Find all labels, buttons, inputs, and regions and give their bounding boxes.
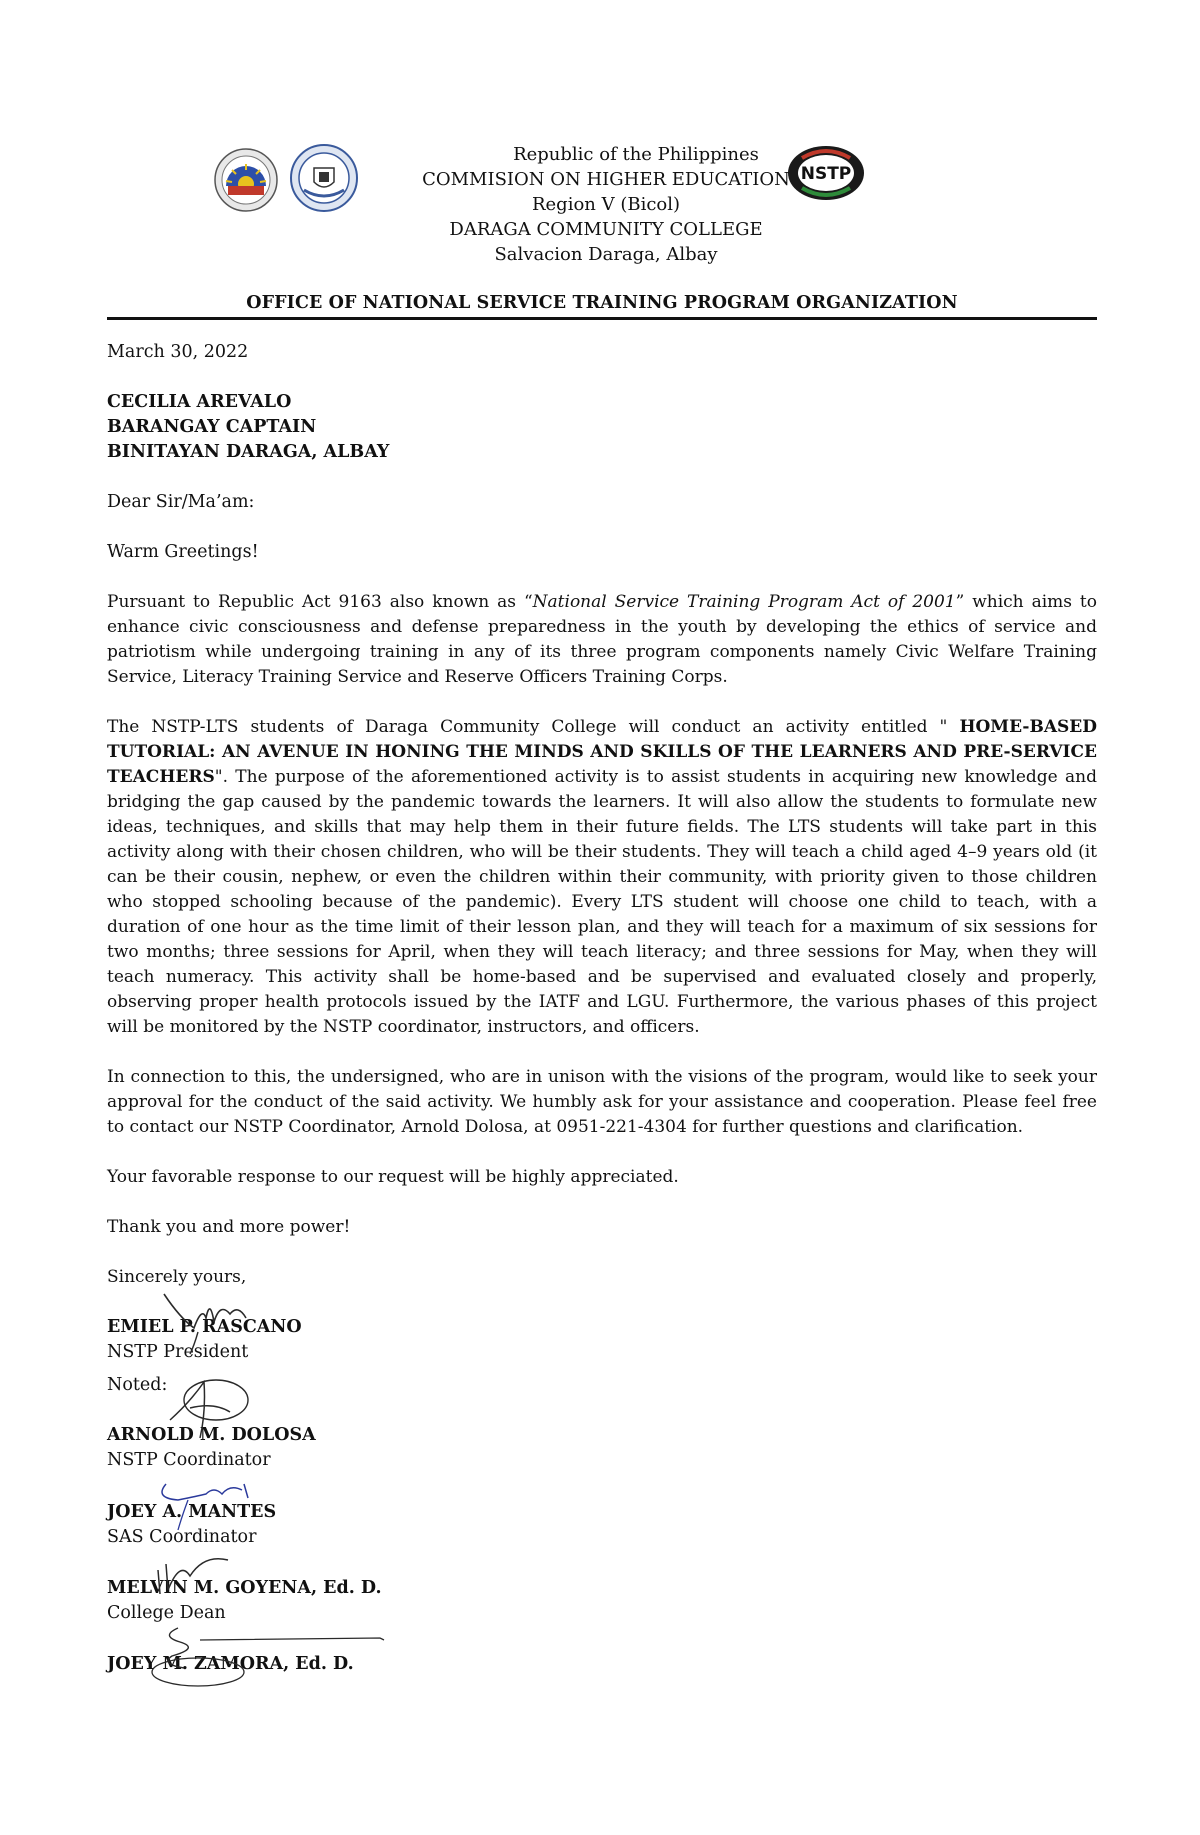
para1-text-before: Pursuant to Republic Act 9163 also known as “ <box>107 592 533 612</box>
paragraph-request: In connection to this, the undersigned, who are in unison with the visions of the program, would like to seek your approval for the conduct of the said activity. We humbly ask for your assistance and cooperation. Please feel free to contact our NSTP Coordinator, Arnold Dolosa, at 0951-221-4304 for further questions and clarification. <box>107 1067 1097 1137</box>
header-republic: Republic of the Philippines <box>513 144 759 165</box>
signatory-name-4: MELVIN M. GOYENA, Ed. D. <box>107 1578 382 1598</box>
signatory-role-2: NSTP Coordinator <box>107 1450 271 1470</box>
signatory-name-3: JOEY A. MANTES <box>107 1502 277 1522</box>
noted-label: Noted: <box>107 1375 168 1395</box>
signatory-name-1: EMIEL P. RASCANO <box>107 1317 302 1337</box>
para1-act-title: National Service Training Program Act of 2001 <box>532 592 956 612</box>
paragraph-thanks: Thank you and more power! <box>107 1217 351 1237</box>
paragraph-appreciation: Your favorable response to our request will be highly appreciated. <box>107 1167 679 1187</box>
recipient-name: CECILIA AREVALO <box>107 392 292 412</box>
signatory-role-3: SAS Coordinator <box>107 1527 257 1547</box>
signatory-role-1: NSTP President <box>107 1342 249 1362</box>
greeting: Warm Greetings! <box>107 542 259 562</box>
recipient-title: BARANGAY CAPTAIN <box>107 417 317 437</box>
letter-date: March 30, 2022 <box>107 342 249 362</box>
para2-text-before: The NSTP-LTS students of Daraga Community College will conduct an activity entitled " <box>107 717 960 737</box>
salutation: Dear Sir/Ma’am: <box>107 492 255 512</box>
signatory-name-5: JOEY M. ZAMORA, Ed. D. <box>107 1654 354 1674</box>
header-region: Region V (Bicol) <box>531 194 681 215</box>
closing: Sincerely yours, <box>107 1267 247 1287</box>
recipient-address: BINITAYAN DARAGA, ALBAY <box>107 442 390 462</box>
header-college: DARAGA COMMUNITY COLLEGE <box>449 219 763 240</box>
office-title: OFFICE OF NATIONAL SERVICE TRAINING PROGRAM ORGANIZATION <box>246 293 958 313</box>
header-address: Salvacion Daraga, Albay <box>494 244 718 265</box>
paragraph-ra9163 <box>107 590 1097 690</box>
para2-text-after: ". The purpose of the aforementioned activity is to assist students in acquiring new knowledge and bridging the gap caused by the pandemic towards the learners. It will also allow the students to formulate new ideas, techniques, and skills that may help them in their future fields. The LTS students will take part in this activity along with their chosen children, who will be their students. They will teach a child aged 4–9 years old (it can be their cousin, nephew, or even the children within their community, with priority given to those children who stopped schooling because of the pandemic). Every LTS student will choose one child to teach, with a duration of one hour as the time limit of their lesson plan, and they will teach for a maximum of six sessions for two months; three sessions for April, when they will teach literacy; and three sessions for May, when they will teach numeracy. This activity shall be home-based and be supervised and evaluated closely and properly, observing proper health protocols issued by the IATF and LGU. Furthermore, the various phases of this project will be monitored by the NSTP coordinator, instructors, and officers. <box>107 767 1097 1037</box>
para1-text-after: ” which aims to enhance civic consciousness and defense preparedness in the youth by developing the ethics of service and patriotism while undergoing training in any of its three program components namely Civic Welfare Training Service, Literacy Training Service and Reserve Officers Training Corps. <box>107 592 1097 687</box>
header-rule <box>107 317 1097 320</box>
signatory-name-2: ARNOLD M. DOLOSA <box>107 1425 316 1445</box>
paragraph-activity <box>107 715 1097 1040</box>
signatory-role-4: College Dean <box>107 1603 226 1623</box>
para2-activity-title: HOME-BASED TUTORIAL: AN AVENUE IN HONING THE MINDS AND SKILLS OF THE LEARNERS AND PRE-SERVICE TEACHERS <box>107 717 1097 787</box>
nstp-logo-text: NSTP <box>800 164 852 184</box>
header-ched: COMMISION ON HIGHER EDUCATION <box>422 169 790 190</box>
